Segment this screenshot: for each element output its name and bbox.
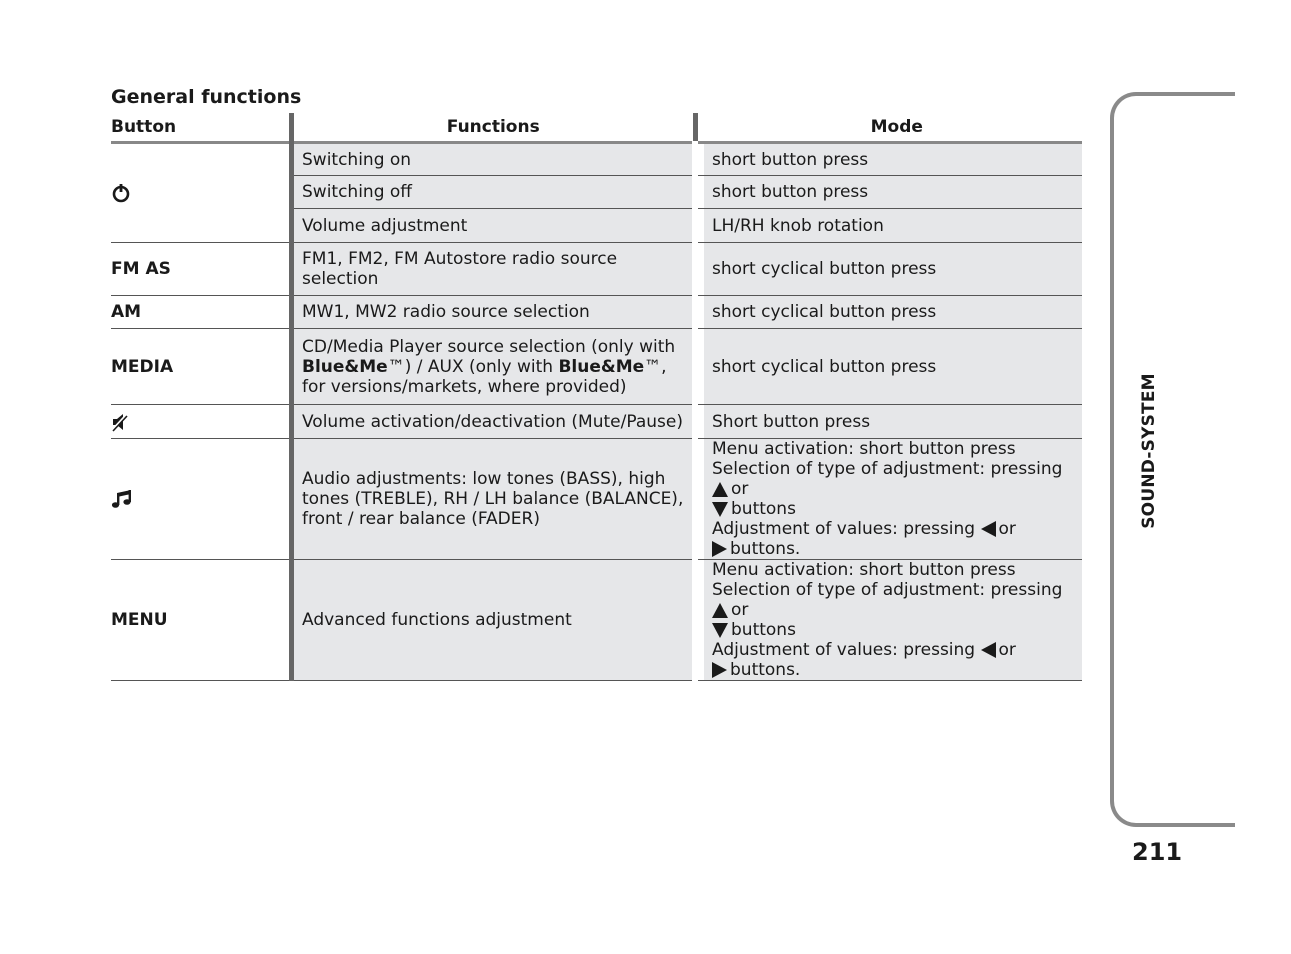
mode-cell: short button press xyxy=(695,143,1082,176)
mode-line xyxy=(712,580,1082,620)
triangle-up-icon xyxy=(712,482,728,497)
function-cell: Advanced functions adjustment xyxy=(292,560,696,681)
mode-text: or xyxy=(731,479,749,499)
triangle-left-icon xyxy=(981,521,996,537)
mode-cell: short cyclical button press xyxy=(695,296,1082,329)
table-row xyxy=(111,439,1082,560)
function-cell: Volume adjustment xyxy=(292,209,696,243)
mode-cell xyxy=(695,560,1082,681)
mode-cell: LH/RH knob rotation xyxy=(695,209,1082,243)
button-cell xyxy=(111,405,292,439)
general-functions-table xyxy=(111,113,1082,681)
header-functions: Functions xyxy=(292,113,696,143)
table-row xyxy=(111,405,1082,439)
mode-line: Menu activation: short button press xyxy=(712,439,1016,459)
brand-name: Blue&Me xyxy=(302,356,388,377)
mode-line xyxy=(712,459,1082,499)
mode-text: Adjustment of values: pressing xyxy=(712,640,976,660)
button-label: MENU xyxy=(111,560,292,681)
brand-name: Blue&Me xyxy=(558,356,645,377)
mode-line xyxy=(712,660,1082,680)
table-row xyxy=(111,560,1082,681)
button-label: FM AS xyxy=(111,243,292,296)
triangle-left-icon xyxy=(981,642,996,658)
mode-text: buttons xyxy=(731,620,796,640)
mode-text: or xyxy=(731,600,749,620)
mode-cell xyxy=(695,439,1082,560)
button-label: AM xyxy=(111,296,292,329)
mode-cell: short button press xyxy=(695,176,1082,209)
header-button: Button xyxy=(111,113,292,143)
table-header-row xyxy=(111,113,1082,143)
mode-text: or xyxy=(998,519,1016,539)
table-row xyxy=(111,243,1082,296)
triangle-down-icon xyxy=(712,502,728,517)
mode-text: Adjustment of values: pressing xyxy=(712,519,976,539)
mode-text: buttons. xyxy=(730,539,801,559)
music-note-icon xyxy=(111,489,133,509)
mode-line xyxy=(712,640,1082,660)
function-text: ™) / AUX (only with xyxy=(387,356,559,377)
function-cell: Switching off xyxy=(292,176,696,209)
triangle-right-icon xyxy=(712,662,727,678)
mode-line: Menu activation: short button press xyxy=(712,560,1016,580)
button-cell xyxy=(111,143,292,243)
triangle-down-icon xyxy=(712,623,728,638)
function-text: CD/Media Player source selection (only with xyxy=(302,336,676,357)
button-cell xyxy=(111,439,292,560)
mute-icon xyxy=(111,412,129,432)
triangle-right-icon xyxy=(712,541,727,557)
mode-line xyxy=(712,539,1082,559)
mode-text: buttons xyxy=(731,499,796,519)
mode-text: or xyxy=(998,640,1016,660)
mode-cell: short cyclical button press xyxy=(695,243,1082,296)
function-cell: Volume activation/deactivation (Mute/Pause) xyxy=(292,405,696,439)
mode-cell: Short button press xyxy=(695,405,1082,439)
mode-text: Selection of type of adjustment: pressing xyxy=(712,459,1063,479)
power-icon xyxy=(111,183,131,203)
mode-cell: short cyclical button press xyxy=(695,329,1082,405)
button-label: MEDIA xyxy=(111,329,292,405)
function-cell: Audio adjustments: low tones (BASS), high tones (TREBLE), RH / LH balance (BALANCE), front / rear balance (FADER) xyxy=(292,439,696,560)
table-row xyxy=(111,329,1082,405)
mode-line xyxy=(712,620,1082,640)
header-mode: Mode xyxy=(695,113,1082,143)
page-number: 211 xyxy=(1132,838,1183,866)
function-cell xyxy=(292,329,696,405)
section-tab xyxy=(1110,92,1235,827)
mode-line xyxy=(712,499,1082,519)
section-label: SOUND-SYSTEM xyxy=(1139,373,1159,529)
function-text: ™, for versions/markets, where provided) xyxy=(302,356,667,397)
section-title: General functions xyxy=(111,86,302,108)
function-cell: FM1, FM2, FM Autostore radio source selection xyxy=(292,243,696,296)
triangle-up-icon xyxy=(712,603,728,618)
table-row xyxy=(111,143,1082,176)
function-cell: MW1, MW2 radio source selection xyxy=(292,296,696,329)
table-row xyxy=(111,296,1082,329)
mode-text: buttons. xyxy=(730,660,801,680)
function-cell: Switching on xyxy=(292,143,696,176)
mode-line xyxy=(712,519,1082,539)
mode-text: Selection of type of adjustment: pressing xyxy=(712,580,1063,600)
